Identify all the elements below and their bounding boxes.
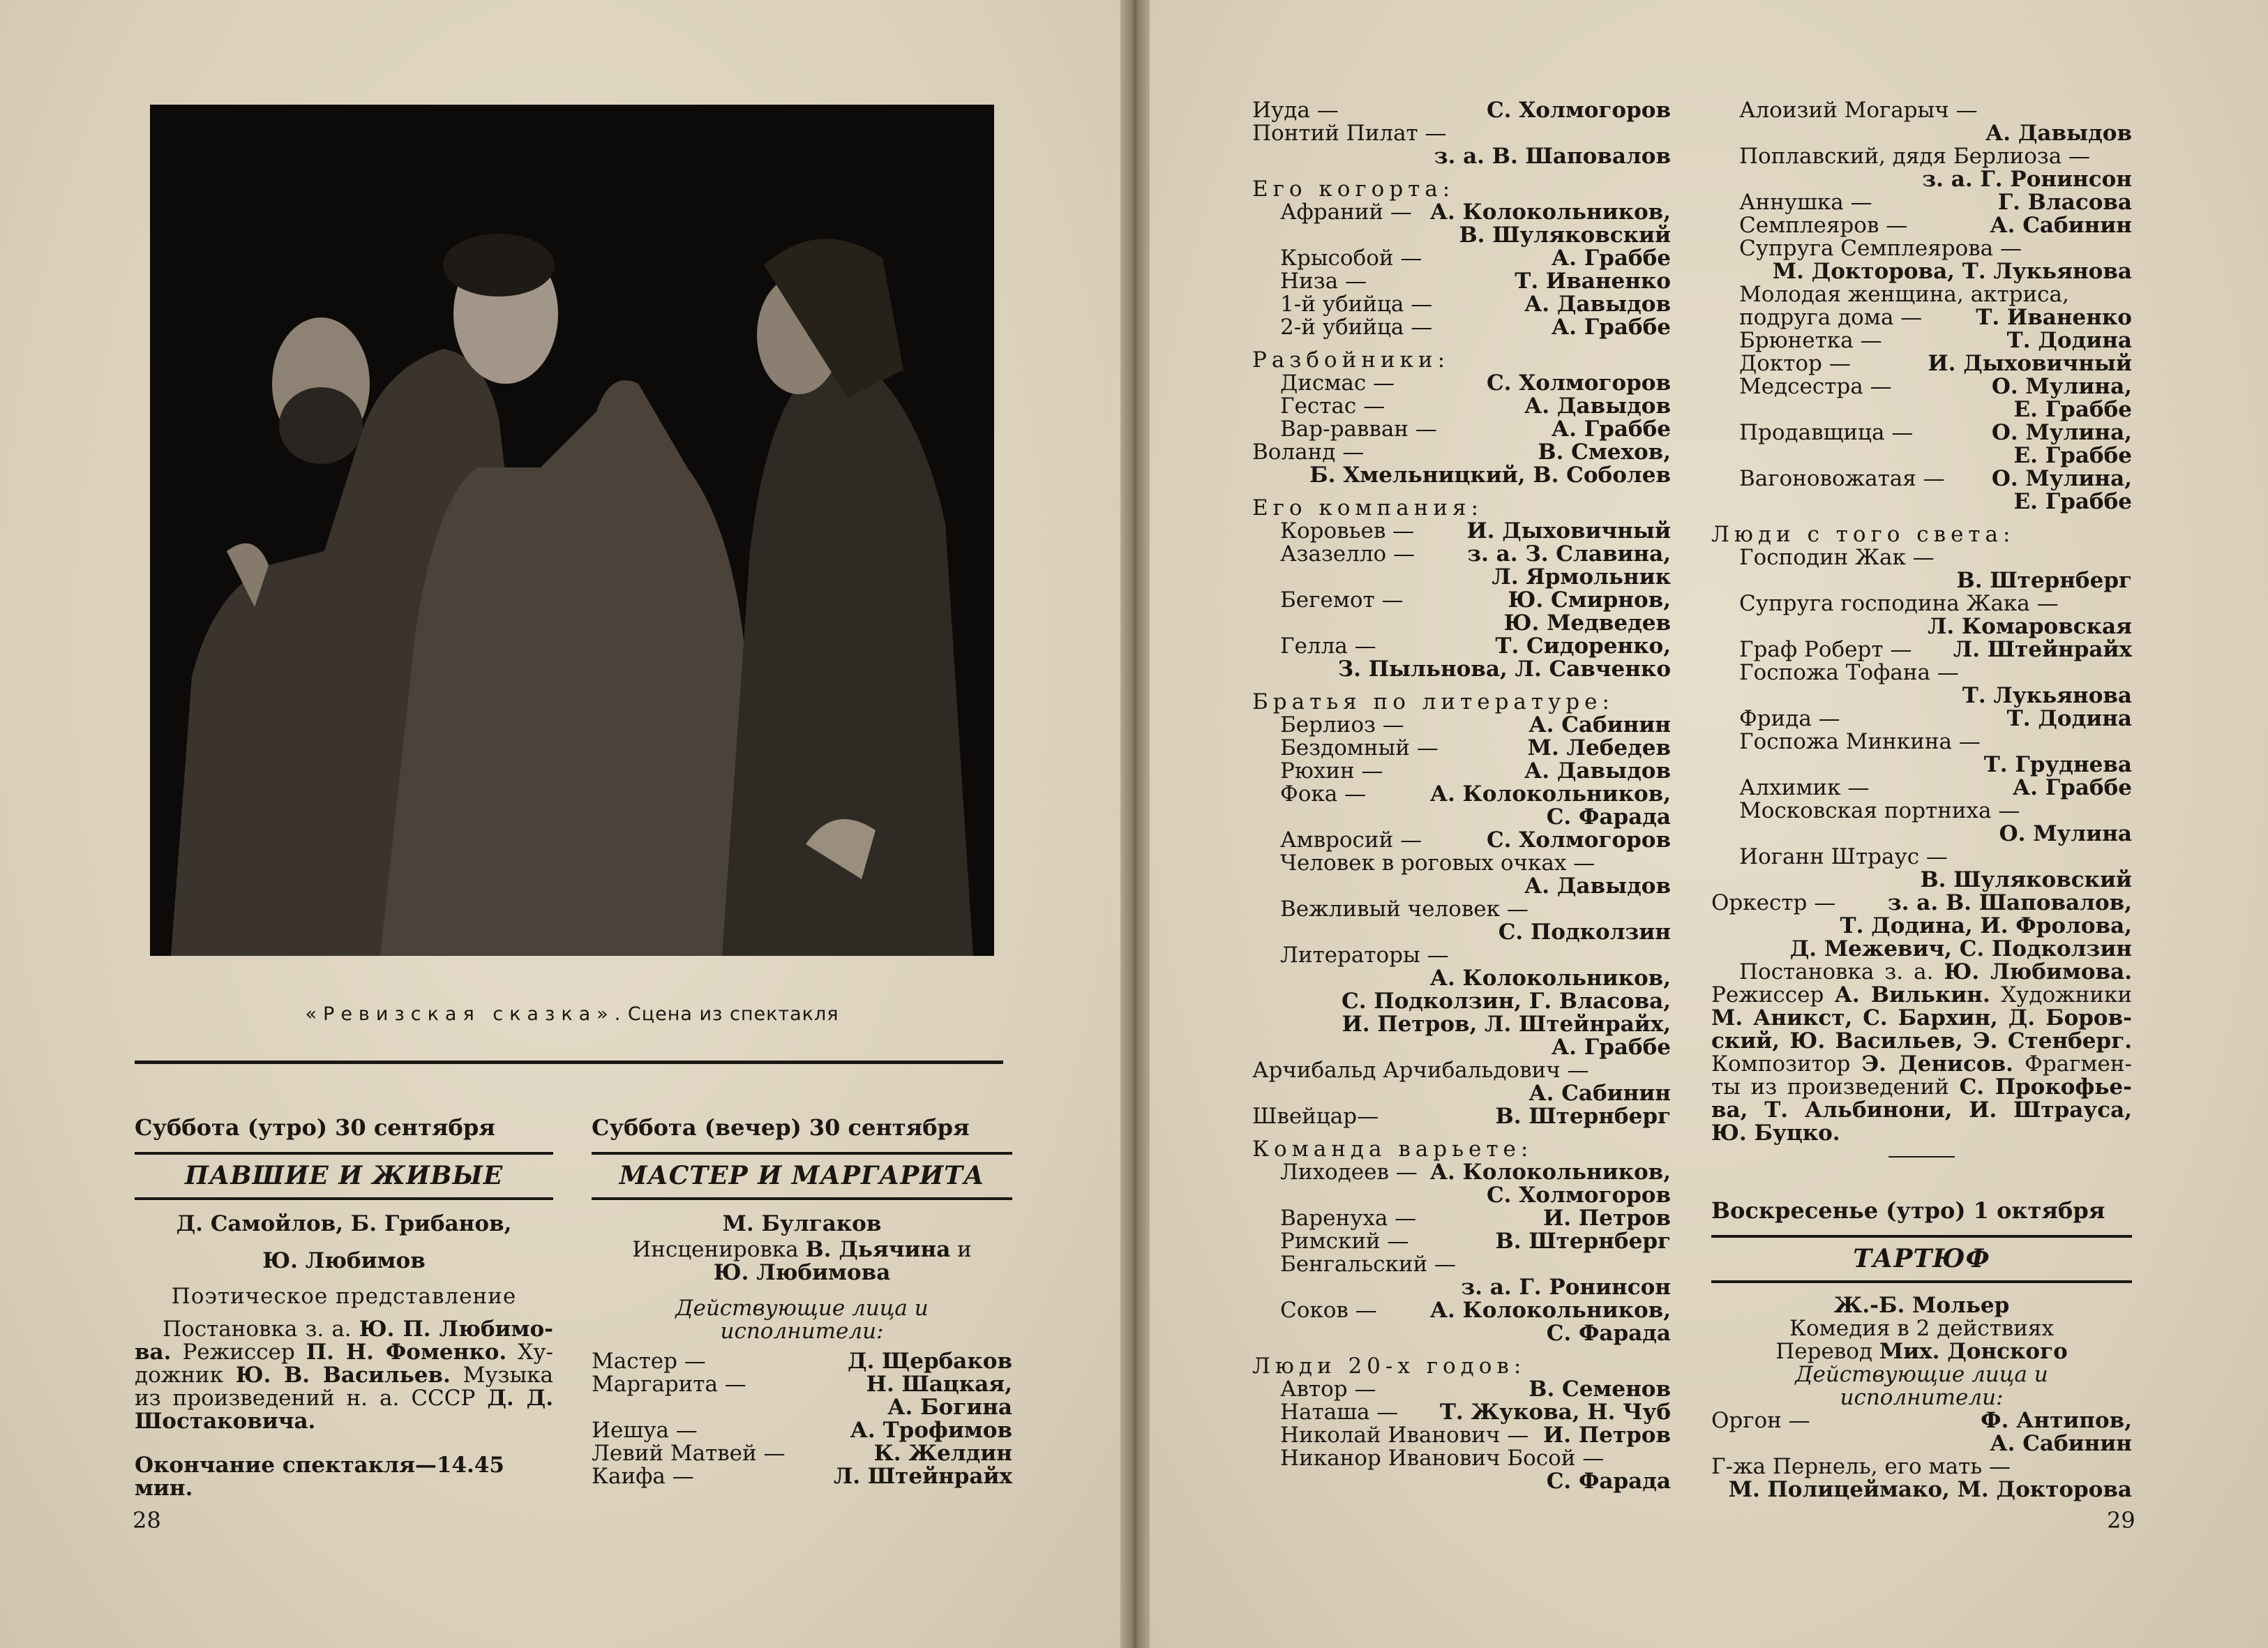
role-name: Господин Жак — xyxy=(1739,545,1935,570)
cast-row xyxy=(1711,1409,2132,1432)
cast-row xyxy=(592,1465,1012,1488)
actor-continuation: А. Колокольников, xyxy=(1429,966,1671,991)
actor-name: А. Колокольников, xyxy=(1429,1298,1671,1323)
cast-row xyxy=(1252,543,1671,566)
cast-row xyxy=(1711,592,2132,615)
cast-row xyxy=(1711,731,2132,754)
authors-line-2: Ю. Любимов xyxy=(262,1248,426,1273)
cast-row xyxy=(1252,395,1671,418)
group-heading: Его компания: xyxy=(1252,495,1484,520)
actor-continuation: Д. Межевич, С. Подколзин xyxy=(1789,936,2132,961)
cast-row xyxy=(1711,191,2132,214)
actor-name: А. Сабинин xyxy=(1990,213,2132,238)
actor-continuation: А. Давыдов xyxy=(1985,121,2132,146)
role-name: Вар-равван — xyxy=(1280,417,1437,442)
role-name: Оргон — xyxy=(1711,1408,1810,1433)
translation xyxy=(1711,1340,2132,1363)
genre: Поэтическое представление xyxy=(171,1284,517,1309)
actor-continuation: Т. Додина, И. Фролова, xyxy=(1840,913,2132,938)
cast-row xyxy=(1711,306,2132,329)
actor-name: В. Семенов xyxy=(1529,1377,1671,1402)
role-name: Фока — xyxy=(1280,781,1367,807)
role-name: Медсестра — xyxy=(1739,374,1892,399)
date-heading: Суббота (утро) 30 сентября xyxy=(135,1114,495,1141)
role-name: Вежливый человек — xyxy=(1280,897,1529,922)
date-heading: Суббота (вечер) 30 сентября xyxy=(592,1114,970,1141)
title-rule-top xyxy=(592,1152,1012,1155)
role-name: Супруга Семплеярова — xyxy=(1739,236,2022,261)
authors-line-1: Д. Самойлов, Б. Грибанов, xyxy=(176,1211,512,1236)
role-name: Николай Иванович — xyxy=(1280,1423,1529,1448)
title-rule-bottom xyxy=(1711,1280,2132,1283)
actor-name: В. Штернберг xyxy=(1495,1229,1671,1254)
role-name: Амвросий — xyxy=(1280,827,1422,853)
photo-caption xyxy=(150,1003,994,1025)
cast-row xyxy=(1252,589,1671,612)
role-name: Рюхин — xyxy=(1280,758,1383,784)
actor-continuation: С. Фарада xyxy=(1546,804,1671,830)
actor-continuation: Л. Ярмольник xyxy=(1492,564,1671,590)
actor-name: Н. Шацкая, xyxy=(866,1372,1012,1397)
cast-row xyxy=(1252,247,1671,270)
section-rule xyxy=(135,1061,1003,1064)
actor-continuation: А. Сабинин xyxy=(1990,1431,2132,1456)
actor-name: Ю. Смирнов, xyxy=(1508,587,1671,613)
group-heading: Братья по литературе: xyxy=(1252,689,1614,714)
actor-name: О. Мулина, xyxy=(1991,374,2132,399)
actor-continuation: З. Пыльнова, Л. Савченко xyxy=(1337,657,1671,682)
cast-row xyxy=(1252,1424,1671,1447)
actor-name: С. Холмогоров xyxy=(1486,827,1671,853)
cast-row xyxy=(1252,737,1671,760)
credit-name: Д. Д. Шостаковича. xyxy=(135,1386,553,1434)
role-name: Каифа — xyxy=(592,1464,694,1489)
program-master xyxy=(592,1116,1012,1488)
cast-row xyxy=(1711,800,2132,823)
cast-row xyxy=(1252,944,1671,967)
role-name: Супруга господина Жака — xyxy=(1739,591,2059,616)
role-name: Автор — xyxy=(1280,1377,1376,1402)
actor-name: А. Граббе xyxy=(1551,246,1671,271)
cast-row xyxy=(592,1396,1012,1419)
actor-name: И. Дыховичный xyxy=(1466,518,1671,544)
cast-list-tartuffe xyxy=(1711,1409,2132,1501)
role-name: Алоизий Могарыч — xyxy=(1739,98,1978,123)
cast-row xyxy=(1252,783,1671,806)
role-name: Граф Роберт — xyxy=(1739,637,1912,662)
book-gutter xyxy=(1120,0,1150,1648)
role-name: Госпожа Минкина — xyxy=(1739,729,1981,754)
actor-continuation: М. Докторова, Т. Лукьянова xyxy=(1772,259,2132,284)
role-name: Воланд — xyxy=(1252,440,1365,465)
actor-continuation: С. Подколзин xyxy=(1498,920,1671,945)
ending-time: Окончание спектакля—14.45 мин. xyxy=(135,1453,504,1501)
role-name: Варенуха — xyxy=(1280,1206,1417,1231)
cast-list-2 xyxy=(1711,99,2132,961)
actor-continuation: з. а. Г. Ронинсон xyxy=(1922,167,2132,192)
cast-row xyxy=(1252,1378,1671,1401)
title-rule-bottom xyxy=(592,1197,1012,1200)
actor-name: Ф. Антипов, xyxy=(1981,1408,2132,1433)
role-name: Семплеяров — xyxy=(1739,213,1908,238)
role-name: Бездомный — xyxy=(1280,735,1439,761)
page-number-left: 28 xyxy=(133,1507,161,1534)
cast-row xyxy=(1252,122,1671,145)
actor-continuation: А. Граббе xyxy=(1551,1035,1671,1060)
role-name: Швейцар— xyxy=(1252,1104,1379,1129)
actor-name: Т. Додина xyxy=(2006,706,2132,731)
actor-continuation: Е. Граббе xyxy=(2013,443,2132,468)
role-name: Левий Матвей — xyxy=(592,1441,786,1466)
actor-continuation: В. Штернберг xyxy=(1956,568,2132,593)
role-name: Доктор — xyxy=(1739,351,1851,376)
role-name: Литераторы — xyxy=(1280,943,1449,968)
actor-name: з. а. З. Славина, xyxy=(1467,541,1671,567)
actor-continuation: В. Шуляковский xyxy=(1920,867,2132,892)
actor-continuation: Б. Хмельницкий, В. Соболев xyxy=(1309,463,1671,488)
cast-row xyxy=(592,1350,1012,1373)
actor-name: О. Мулина, xyxy=(1991,420,2132,445)
actor-continuation: Е. Граббе xyxy=(2013,397,2132,422)
credit-name: М. Аникст, С. Бархин, Д. Боров-ский, Ю. Васильев, Э. Стенберг. xyxy=(1711,1005,2132,1054)
actor-continuation: В. Шуляковский xyxy=(1459,223,1671,248)
actor-name: А. Граббе xyxy=(1551,315,1671,340)
cast-row xyxy=(1252,520,1671,543)
cast-heading: Действующие лица и исполнители: xyxy=(1795,1362,2048,1410)
cast-row xyxy=(1711,777,2132,800)
cast-row xyxy=(1252,852,1671,875)
actor-continuation: С. Подколзин, Г. Власова, xyxy=(1342,989,1671,1014)
actor-name: В. Смехов, xyxy=(1538,440,1671,465)
cast-row xyxy=(1711,99,2132,122)
caption-title: «Ревизская сказка» xyxy=(305,1003,615,1025)
group-heading: Разбойники: xyxy=(1252,347,1450,373)
credits-paragraph xyxy=(135,1318,553,1433)
role-name: Понтий Пилат — xyxy=(1252,121,1447,146)
adapt-name-1: В. Дьячина xyxy=(805,1237,951,1262)
adapt-mid: и xyxy=(950,1237,972,1262)
actor-name: А. Граббе xyxy=(2012,775,2132,800)
credit-text: Ху-дожник xyxy=(135,1340,554,1388)
cast-row xyxy=(1711,546,2132,569)
actor-continuation: з. а. В. Шаповалов xyxy=(1434,144,1671,169)
role-name: Мастер — xyxy=(592,1349,706,1374)
actor-name: Л. Штейнрайх xyxy=(1953,637,2132,662)
date-heading: Воскресенье (утро) 1 октября xyxy=(1711,1197,2105,1224)
play-title: ПАВШИЕ И ЖИВЫЕ xyxy=(184,1161,504,1190)
role-name: Низа — xyxy=(1280,269,1367,294)
cast-row xyxy=(1252,441,1671,464)
credit-text: Постановка з. а. xyxy=(1739,959,1944,984)
cast-row xyxy=(1252,316,1671,339)
cast-row xyxy=(1252,760,1671,783)
actor-name: Л. Штейнрайх xyxy=(833,1464,1012,1489)
role-name: Г-жа Пернель, его мать — xyxy=(1711,1454,2011,1479)
role-name: Дисмас — xyxy=(1280,370,1395,396)
actor-continuation: А. Давыдов xyxy=(1524,874,1671,899)
actor-name: В. Штернберг xyxy=(1495,1104,1671,1129)
actor-name: С. Холмогоров xyxy=(1486,370,1671,396)
credit-name: П. Н. Фоменко. xyxy=(306,1340,507,1365)
cast-row xyxy=(1711,237,2132,260)
role-name: Оркестр — xyxy=(1711,890,1836,915)
actor-name: Д. Щербаков xyxy=(848,1349,1012,1374)
cast-row xyxy=(1252,1230,1671,1253)
actor-name: С. Холмогоров xyxy=(1486,98,1671,123)
cast-row xyxy=(592,1419,1012,1442)
actor-continuation: М. Полицеймако, М. Докторова xyxy=(1728,1477,2132,1502)
cast-heading: Действующие лица и исполнители: xyxy=(675,1296,929,1344)
stage-photo xyxy=(150,105,994,956)
cast-row xyxy=(1711,707,2132,731)
adapt-pre: Инсценировка xyxy=(632,1237,806,1262)
actor-continuation: Т. Груднева xyxy=(1983,752,2132,777)
cast-column-1 xyxy=(1252,99,1671,1493)
play-title: ТАРТЮФ xyxy=(1853,1244,1990,1273)
actor-name: И. Петров xyxy=(1543,1206,1671,1231)
page-number-right: 29 xyxy=(2107,1507,2135,1534)
actor-name: А. Давыдов xyxy=(1524,292,1671,317)
role-name: Госпожа Тофана — xyxy=(1739,660,1959,685)
cast-row xyxy=(1711,1455,2132,1478)
trans-pre: Перевод xyxy=(1775,1339,1879,1364)
title-rule-top xyxy=(1711,1235,2132,1238)
role-name: Вагоновожатая — xyxy=(1739,466,1945,491)
actor-name: А. Давыдов xyxy=(1524,394,1671,419)
group-heading: Люди 20-х годов: xyxy=(1252,1354,1526,1379)
cast-row xyxy=(1711,638,2132,661)
role-name: Наташа — xyxy=(1280,1400,1399,1425)
role-name: Аннушка — xyxy=(1739,190,1872,215)
role-name: Брюнетка — xyxy=(1739,328,1882,353)
caption-rest: . Сцена из спектакля xyxy=(614,1003,839,1025)
author: М. Булгаков xyxy=(722,1211,882,1236)
role-name: Иуда — xyxy=(1252,98,1339,123)
cast-row xyxy=(1711,145,2132,168)
adaptation xyxy=(592,1238,1012,1261)
credits-paragraph xyxy=(1711,961,2132,1145)
actor-continuation: з. а. Г. Ронинсон xyxy=(1461,1275,1671,1300)
role-name: Соков — xyxy=(1280,1298,1377,1323)
role-name: Азазелло — xyxy=(1280,541,1415,567)
cast-list xyxy=(592,1350,1012,1488)
role-name: Поплавский, дядя Берлиоза — xyxy=(1739,144,2091,169)
credit-text: Режиссер xyxy=(1711,982,1835,1007)
actor-name: А. Колокольников, xyxy=(1429,1160,1671,1185)
role-name: Московская портниха — xyxy=(1739,798,2020,823)
credit-name: А. Вилькин. xyxy=(1834,982,1990,1007)
cast-row xyxy=(1252,270,1671,293)
role-name: Человек в роговых очках — xyxy=(1280,851,1595,876)
separator xyxy=(1888,1156,1955,1158)
credit-name: Ю. В. Васильев. xyxy=(235,1363,451,1388)
cast-row xyxy=(1711,283,2132,306)
actor-name: А. Граббе xyxy=(1551,417,1671,442)
credit-text: Музыка из произведений н. а. СССР xyxy=(135,1363,553,1411)
cast-row xyxy=(1252,201,1671,224)
adapt-name-2: Ю. Любимова xyxy=(713,1260,891,1285)
cast-row xyxy=(1252,829,1671,852)
actor-name: Т. Иваненко xyxy=(1515,269,1671,294)
role-name: Берлиоз — xyxy=(1280,712,1404,737)
credit-name: Ю. П. Любимо-ва. xyxy=(135,1317,553,1365)
actor-name: А. Колокольников, xyxy=(1429,781,1671,807)
actor-continuation: Т. Лукьянова xyxy=(1962,683,2132,708)
cast-row xyxy=(1711,214,2132,237)
actor-name: Т. Додина xyxy=(2006,328,2132,353)
actor-continuation: Е. Граббе xyxy=(2013,489,2132,514)
role-name: Алхимик — xyxy=(1739,775,1870,800)
cast-row xyxy=(1252,1059,1671,1082)
role-name: Коровьев — xyxy=(1280,518,1415,544)
role-name: Бегемот — xyxy=(1280,587,1404,613)
role-name: Иешуа — xyxy=(592,1418,698,1443)
role-name: Продавщица — xyxy=(1739,420,1914,445)
actor-name: Г. Власова xyxy=(1997,190,2132,215)
cast-row xyxy=(1252,293,1671,316)
actor-name: Т. Сидоренко, xyxy=(1495,634,1671,659)
actor-continuation: Л. Комаровская xyxy=(1927,614,2132,639)
group-heading: Команда варьете: xyxy=(1252,1137,1533,1162)
role-name: 2-й убийца — xyxy=(1280,315,1433,340)
cast-row xyxy=(1252,1299,1671,1322)
cast-column-2 xyxy=(1711,99,2132,1501)
role-name: Никанор Иванович Босой — xyxy=(1280,1446,1605,1471)
program-paushie xyxy=(135,1116,553,1500)
credit-text: Режиссер xyxy=(171,1340,306,1365)
role-name: Римский — xyxy=(1280,1229,1409,1254)
cast-row xyxy=(1711,352,2132,375)
cast-row xyxy=(1252,714,1671,737)
credit-name: Э. Денисов. xyxy=(1861,1051,2013,1077)
actor-continuation: Ю. Медведев xyxy=(1503,610,1671,636)
actor-name: А. Сабинин xyxy=(1529,712,1671,737)
credit-text: Постановка з. а. xyxy=(163,1317,359,1342)
cast-row xyxy=(1711,421,2132,444)
cast-row xyxy=(1252,898,1671,921)
role-name: Гестас — xyxy=(1280,394,1385,419)
role-name: Иоганн Штраус — xyxy=(1739,844,1948,869)
role-name: Лиходеев — xyxy=(1280,1160,1418,1185)
group-heading: Его когорта: xyxy=(1252,177,1455,202)
cast-row xyxy=(1252,1105,1671,1128)
cast-row xyxy=(1252,1161,1671,1184)
role-name: Афраний — xyxy=(1280,200,1412,225)
credit-name: Ю. Любимова. xyxy=(1944,959,2132,984)
cast-row xyxy=(1711,375,2132,398)
role-name: Арчибальд Арчибальдович — xyxy=(1252,1058,1589,1083)
cast-row xyxy=(1711,846,2132,869)
actor-continuation: С. Фарада xyxy=(1546,1321,1671,1346)
translator: Мих. Донского xyxy=(1879,1339,2068,1364)
cast-row xyxy=(1252,1207,1671,1230)
cast-row xyxy=(1711,892,2132,915)
credit-text: Композитор xyxy=(1711,1051,1862,1077)
actor-name: з. а. В. Шаповалов, xyxy=(1887,890,2132,915)
role-name: Крысобой — xyxy=(1280,246,1422,271)
credit-text: Фрагмен-ты из произведений xyxy=(1711,1051,2132,1100)
actor-name: О. Мулина, xyxy=(1991,466,2132,491)
role-name: Бенгальский — xyxy=(1280,1252,1456,1277)
actor-name: А. Богина xyxy=(887,1395,1012,1420)
role-name: Гелла — xyxy=(1280,634,1376,659)
actor-name: А. Трофимов xyxy=(850,1418,1012,1443)
author: Ж.-Б. Мольер xyxy=(1833,1293,2010,1318)
group-heading: Люди с того света: xyxy=(1711,522,2015,547)
actor-name: И. Петров xyxy=(1543,1423,1671,1448)
cast-row xyxy=(592,1373,1012,1396)
actor-name: И. Дыховичный xyxy=(1928,351,2132,376)
role-name: Маргарита — xyxy=(592,1372,746,1397)
actor-continuation: О. Мулина xyxy=(1999,821,2132,846)
actor-continuation: С. Фарада xyxy=(1546,1469,1671,1494)
actor-name: Т. Иваненко xyxy=(1976,305,2132,330)
role-name: Молодая женщина, актриса, xyxy=(1739,282,2069,307)
credit-name: С. Прокофье-ва, Т. Альбинони, И. Штрауса, Ю. Буцко. xyxy=(1711,1074,2132,1146)
cast-row xyxy=(1711,329,2132,352)
cast-row xyxy=(1711,467,2132,490)
title-rule-bottom xyxy=(135,1197,553,1200)
cast-row xyxy=(1252,1447,1671,1470)
credit-text: Художники xyxy=(1990,982,2133,1007)
actor-name: А. Давыдов xyxy=(1524,758,1671,784)
cast-row xyxy=(1252,418,1671,441)
role-name: Фрида — xyxy=(1739,706,1840,731)
role-name: 1-й убийца — xyxy=(1280,292,1433,317)
cast-row xyxy=(592,1442,1012,1465)
actor-name: Т. Жукова, Н. Чуб xyxy=(1439,1400,1671,1425)
actor-continuation: А. Сабинин xyxy=(1529,1081,1671,1106)
role-name: подруга дома — xyxy=(1739,305,1923,330)
genre: Комедия в 2 действиях xyxy=(1789,1316,2054,1341)
actor-name: А. Колокольников, xyxy=(1429,200,1671,225)
cast-row xyxy=(1252,1401,1671,1424)
cast-row xyxy=(1252,372,1671,395)
cast-row xyxy=(1252,1253,1671,1276)
cast-row xyxy=(1252,99,1671,122)
actor-continuation: И. Петров, Л. Штейнрайх, xyxy=(1342,1012,1671,1037)
actor-name: К. Желдин xyxy=(873,1441,1012,1466)
cast-row xyxy=(1711,661,2132,684)
title-rule-top xyxy=(135,1152,553,1155)
cast-row xyxy=(1252,635,1671,658)
actor-name: М. Лебедев xyxy=(1527,735,1671,761)
play-title: МАСТЕР И МАРГАРИТА xyxy=(619,1161,985,1190)
actor-continuation: С. Холмогоров xyxy=(1486,1183,1671,1208)
